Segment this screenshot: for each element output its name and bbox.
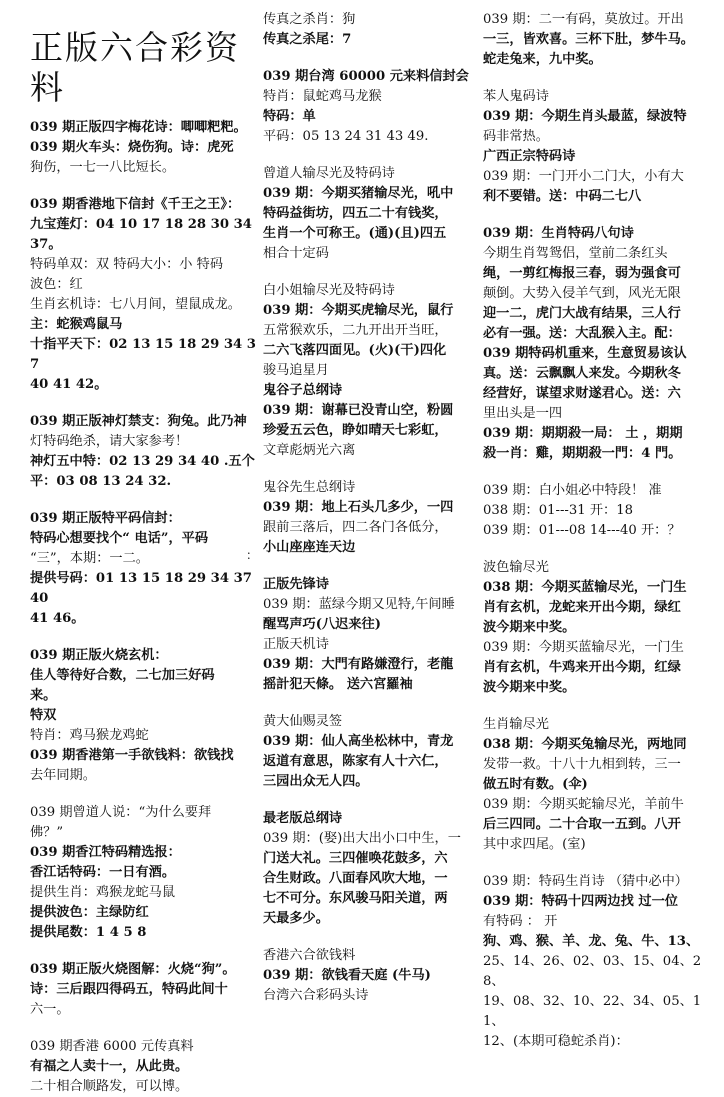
text-line: 醒骂声巧(八迟来往) [263, 617, 381, 632]
section-gap [263, 558, 478, 575]
text-line: 特码心想要找个“ 电话”，平码 [30, 531, 209, 546]
page-title: 正版六合彩资料 [30, 28, 240, 107]
column-right [483, 0, 719, 1049]
text-line: 今期生肖驾鸳侣，堂前二条红头 [483, 246, 668, 261]
text-line: 九宝莲灯：04 10 17 18 28 30 34 37。 [30, 217, 252, 252]
text-line: 平码：05 13 24 31 43 49. [263, 129, 429, 144]
text-line: 十指平天下：02 13 15 18 29 34 37 [30, 337, 256, 372]
text-line: 波今期来中奖。 [483, 680, 576, 695]
section-gap [30, 178, 256, 195]
text-line: 文章彪炳光六离 [263, 443, 356, 458]
text-line: 跟前三落后，四二各门各低分， [263, 520, 448, 535]
text-line: 特码单双：双 特码大小：小 特码 [30, 257, 224, 272]
text-line: 返道有意思，陈家有人十六仁， [263, 754, 448, 769]
text-line: 039 期：今期买蛇输尽光，羊前牛 [483, 797, 684, 812]
text-line: 传真之杀尾：7 [263, 32, 352, 47]
text-line: 三园出众无人四。 [263, 774, 369, 789]
text-line: 小山座座连天边 [263, 540, 356, 555]
text-line: 二十相合顺路发，可以博。 [30, 1079, 189, 1094]
text-line: 二六飞落四面见。(火)(干)四化 [263, 343, 447, 358]
section-gap [263, 264, 478, 281]
text-line: 039 期：(娶)出大出小口中生，一 [263, 831, 461, 846]
text-line: 经营好，谋望求财遂君心。送：六 [483, 386, 681, 401]
section-gap [483, 541, 719, 558]
text-line: 最老版总纲诗 [263, 811, 343, 826]
text-line: 40 41 42。 [30, 377, 108, 392]
text-line: 佳人等待好合数，二七加三好码 [30, 668, 215, 683]
text-line: 038 期：今期买兔输尽光，两地同 [483, 737, 687, 752]
section-gap [30, 395, 256, 412]
text-line: 诗：三后跟四得码五，特码此间十 [30, 982, 228, 997]
text-line: 12、(本期可稳蛇杀肖)： [483, 1034, 629, 1049]
text-line: 一三，皆欢喜。三杯下肚，梦牛马。 [483, 32, 694, 47]
section-gap [30, 492, 256, 509]
text-line: 肖有玄机，牛鸡来开出今期，红绿 [483, 660, 681, 675]
text-line: 039 期：今期买虎输尽光，鼠行 [263, 303, 454, 318]
text-line: 七不可分。东风骏马阳关道，两 [263, 891, 448, 906]
text-line: 039 期：欲钱看天庭 (牛马) [263, 968, 431, 983]
text-line: 提供号码：01 13 15 18 29 34 37 40 [30, 571, 252, 606]
section-gap [263, 695, 478, 712]
section-gap [30, 1020, 256, 1037]
text-line: 039 期：今期买蓝输尽光，一门生 [483, 640, 684, 655]
text-line: 039 期火车头：烧伤狗。诗：虎死 [30, 140, 234, 155]
text-line: 039 期：地上石头几多少，一四 [263, 500, 454, 515]
text-line: 039 期香港地下信封《千王之王》： [30, 197, 241, 212]
text-line: 珍爱五云色，睁如晴天七彩虹， [263, 423, 448, 438]
section-gap [263, 929, 478, 946]
text-line: 神灯五中特：02 13 29 34 40 .五个 [30, 454, 255, 469]
text-line: 039 期正版火烧图解：火烧“狗”。 [30, 962, 236, 977]
text-line: 去年同期。 [30, 768, 96, 783]
text-line: 25、14、26、02、03、15、04、28、 [483, 954, 702, 989]
text-line: 黄大仙赐灵签 [263, 714, 343, 729]
text-line: 039 期：蓝绿今期又见特,午间睡 [263, 597, 455, 612]
text-line: 香港六合欲钱料 [263, 948, 356, 963]
text-line: “三”，本期：一二。 [30, 551, 149, 566]
text-line: 白小姐输尽光及特码诗 [263, 283, 395, 298]
text-line: 利不要错。送：中码二七八 [483, 189, 642, 204]
text-line: 039 期：特码生肖诗 （猜中必中） [483, 874, 688, 889]
text-line: 五常猴欢乐，二九开出开当旺， [263, 323, 448, 338]
text-line: 039 期：仙人高坐松林中，青龙 [263, 734, 454, 749]
text-line: 码非常热。 [483, 129, 549, 144]
section-gap [263, 50, 478, 67]
text-line: 039 期曾道人说：“为什么要拜 [30, 805, 212, 820]
text-line: 039 期：谢幕已没青山空，粉圆 [263, 403, 454, 418]
text-line: 039 期香港 6000 元传真料 [30, 1039, 194, 1054]
text-line: 039 期香港第一手欲钱料：欲钱找 [30, 748, 234, 763]
text-line: 提供尾数：1 4 5 8 [30, 925, 147, 940]
text-line: 039 期正版四字梅花诗：唧唧粑粑。 [30, 120, 247, 135]
text-line: 039 期：生肖特码八句诗 [483, 226, 634, 241]
text-line: 波色输尽光 [483, 560, 549, 575]
text-line: 039 期：期期殺一局： 土 ，期期 [483, 426, 683, 441]
text-line: 038 期：今期买蓝输尽光，一门生 [483, 580, 687, 595]
text-line: 提供波色：主绿防红 [30, 905, 149, 920]
section-gap [483, 464, 719, 481]
text-line: 台湾六合彩码头诗 [263, 988, 369, 1003]
text-line: 039 期：二一有码，莫放过。开出 [483, 12, 684, 27]
text-line: 039 期：今期买猪输尽光，吼中 [263, 186, 454, 201]
text-line: 有福之人卖十一，从此贵。 [30, 1059, 189, 1074]
text-line: 039 期正版神灯禁支：狗兔。此乃神 [30, 414, 247, 429]
text-line: 灯特码绝杀，请大家参考！ [30, 434, 189, 449]
text-line: 门送大礼。三四催唤花鼓多，六 [263, 851, 448, 866]
text-line: 做五时有数。(伞) [483, 777, 588, 792]
text-line: 发带一救。十八十九相到转，三一 [483, 757, 681, 772]
text-line: 生肖输尽光 [483, 717, 549, 732]
section-gap [30, 786, 256, 803]
section-gap [483, 207, 719, 224]
text-line: 绳，一剪红梅报三春，弱为强食可 [483, 266, 681, 281]
text-line: 特码益街坊，四五二十有钱奖， [263, 206, 448, 221]
text-line: 苯人鬼码诗 [483, 89, 549, 104]
text-line: 039 期香江特码精选报： [30, 845, 181, 860]
text-line: 相合十定码 [263, 246, 329, 261]
column-middle [263, 0, 478, 1024]
section-gap [263, 147, 478, 164]
text-line: 平：03 08 13 24 32. [30, 474, 172, 489]
text-line: 殺一肖：雞，期期殺一門：4 門。 [483, 446, 682, 461]
text-line: 有特码 ： 开 [483, 914, 558, 929]
text-line: 039 期：大門有路嫌澄行，老龍 [263, 657, 454, 672]
text-line: 里出头是一四 [483, 406, 563, 421]
text-line: 佛？” [30, 825, 64, 840]
text-line: 波色：红 [30, 277, 83, 292]
text-line: 039 期正版火烧玄机： [30, 648, 168, 663]
text-line: 主：蛇猴鸡鼠马 [30, 317, 123, 332]
text-line: 狗、鸡、猴、羊、龙、兔、牛、13、 [483, 934, 700, 949]
text-line: 039 期：今期生肖头最蓝，绿波特 [483, 109, 687, 124]
text-line: 天最多少。 [263, 911, 329, 926]
text-line: 039 期：特码十四两边找 过一位 [483, 894, 678, 909]
text-line: 真。送：云飘飘人来发。今期秋冬 [483, 366, 681, 381]
text-line: 特双 [30, 708, 57, 723]
text-line: 波今期来中奖。 [483, 620, 576, 635]
text-line: 038 期：01---31 开：18 [483, 503, 634, 518]
text-line: 生肖玄机诗：七八月间，望鼠成龙。 [30, 297, 241, 312]
text-line: 肖有玄机，龙蛇来开出今期，绿红 [483, 600, 681, 615]
text-line: 曾道人输尽光及特码诗 [263, 166, 395, 181]
stray-mark: ： [246, 548, 259, 562]
text-line: 必有一强。送：大乱猴入主。配： [483, 326, 681, 341]
text-line: 特肖：鸡马猴龙鸡蛇 [30, 728, 149, 743]
column-left [30, 0, 259, 1094]
text-line: 正版天机诗 [263, 637, 329, 652]
section-gap [263, 461, 478, 478]
text-line: 039 期：01---08 14---40 开：？ [483, 523, 681, 538]
section-gap [30, 943, 256, 960]
text-line: 广西正宗特码诗 [483, 149, 576, 164]
text-line: 狗伤，一七一八比短长。 [30, 160, 176, 175]
text-line: 生肖一个可称王。(通)(且)四五 [263, 226, 447, 241]
text-line: 香江话特码：一日有酒。 [30, 865, 176, 880]
text-line: 039 期：白小姐必中特段！ 准 [483, 483, 662, 498]
text-line: 其中求四尾。(室) [483, 837, 586, 852]
text-line: 鬼谷先生总纲诗 [263, 480, 356, 495]
section-gap [263, 792, 478, 809]
text-line: 039 期特码机重来，生意贸易该认 [483, 346, 687, 361]
section-gap [483, 855, 719, 872]
text-line: 迎一二，虎门大战有结果，三人行 [483, 306, 681, 321]
text-line: 蛇走兔来，九中奖。 [483, 52, 602, 67]
text-line: 来。 [30, 688, 57, 703]
text-line: 提供生肖：鸡猴龙蛇马鼠 [30, 885, 176, 900]
text-line: 19、08、32、10、22、34、05、11、 [483, 994, 702, 1029]
text-line: 合生财政。八面春风吹大地，一 [263, 871, 448, 886]
section-gap [30, 629, 256, 646]
text-line: 039 期正版特平码信封： [30, 511, 181, 526]
text-line: 特肖：鼠蛇鸡马龙猴 [263, 89, 382, 104]
text-line: 骏马追星月 [263, 363, 329, 378]
text-line: 正版先锋诗 [263, 577, 329, 592]
text-line: 摇計犯天條。 送六宮羅袖 [263, 677, 413, 692]
text-line: 特码：单 [263, 109, 316, 124]
text-line: 六一。 [30, 1002, 70, 1017]
section-gap [483, 698, 719, 715]
text-line: 后三四同。二十合取一五到。八开 [483, 817, 681, 832]
text-line: 039 期：一门开小二门大，小有大 [483, 169, 684, 184]
text-line: 鬼谷子总纲诗 [263, 383, 343, 398]
text-line: 颠倒。大势入侵羊气到，风光无限 [483, 286, 681, 301]
section-gap [483, 70, 719, 87]
text-line: 039 期台湾 60000 元来料信封会 [263, 69, 469, 84]
text-line: 41 46。 [30, 611, 85, 626]
text-line: 传真之杀肖：狗 [263, 12, 356, 27]
